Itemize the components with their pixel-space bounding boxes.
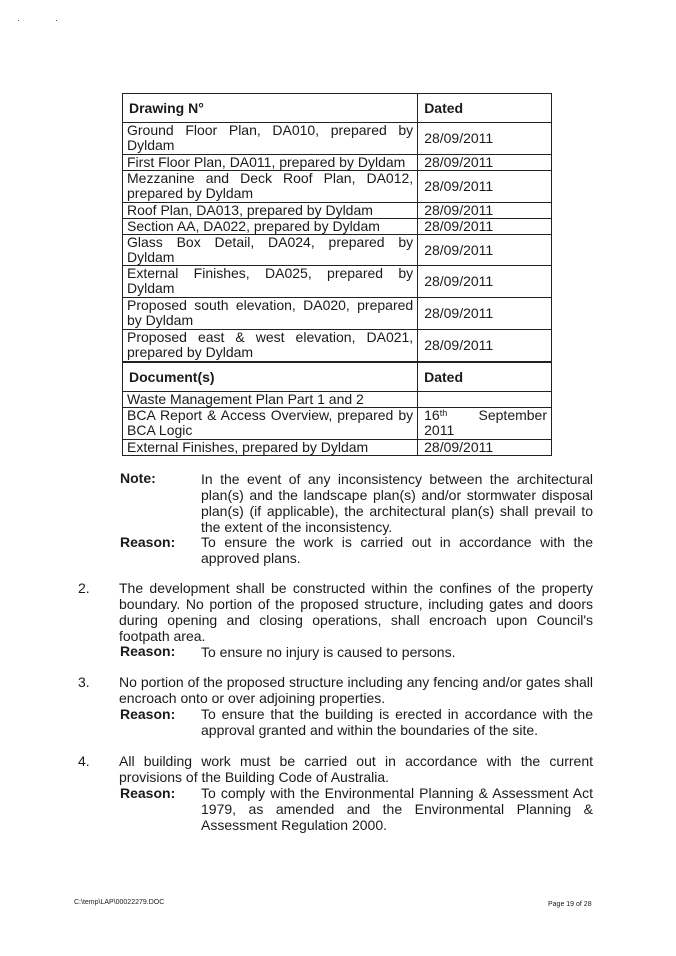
drawing-date: 28/09/2011	[418, 123, 552, 155]
drawing-desc: First Floor Plan, DA011, prepared by Dyldam	[123, 155, 418, 171]
reason-label: Reason:	[120, 785, 176, 801]
document-date	[418, 392, 552, 408]
drawing-date: 28/09/2011	[418, 330, 552, 362]
document-desc: Waste Management Plan Part 1 and 2	[123, 392, 418, 408]
header-dated: Dated	[418, 94, 552, 123]
scan-speck	[56, 20, 57, 21]
document-desc: BCA Report & Access Overview, prepared by BCA Logic	[123, 408, 418, 440]
condition-number: 4.	[78, 753, 90, 769]
reason-text: To ensure that the building is erected in accordance with the approval granted and within the boundaries of the site.	[201, 706, 593, 738]
reason-label: Reason:	[120, 534, 176, 550]
date-ordinal: th	[439, 408, 448, 418]
header-dated: Dated	[418, 363, 552, 392]
note-text: In the event of any inconsistency between the architectural plan(s) and the landscape plan(s) and/or stormwater disposal plan(s) (if applicable), the architectural plan(s) shall prevail to the extent of the inconsistency.	[201, 471, 593, 535]
condition-number: 3.	[78, 674, 90, 690]
drawing-desc: Proposed east & west elevation, DA021, prepared by Dyldam	[123, 330, 418, 362]
footer-page-number: Page 19 of 28	[548, 901, 592, 908]
date-line	[424, 408, 547, 423]
table-row	[123, 171, 552, 203]
footer-file-path: C:\temp\LAP\00022279.DOC	[74, 899, 165, 906]
drawing-desc: Proposed south elevation, DA020, prepared by Dyldam	[123, 298, 418, 330]
drawing-date: 28/09/2011	[418, 219, 552, 235]
drawing-date: 28/09/2011	[418, 298, 552, 330]
drawing-desc: Glass Box Detail, DA024, prepared by Dyldam	[123, 235, 418, 266]
drawing-desc: External Finishes, DA025, prepared by Dyldam	[123, 266, 418, 298]
scan-speck	[18, 20, 19, 21]
drawing-desc: Section AA, DA022, prepared by Dyldam	[123, 219, 418, 235]
table-row	[123, 392, 552, 408]
date-day-wrap	[424, 408, 447, 423]
reason-label: Reason:	[120, 706, 176, 722]
drawing-date: 28/09/2011	[418, 203, 552, 219]
header-drawing-no: Drawing N°	[123, 94, 418, 123]
document-desc: External Finishes, prepared by Dyldam	[123, 440, 418, 456]
documents-table	[122, 362, 552, 456]
drawing-date: 28/09/2011	[418, 155, 552, 171]
drawing-desc: Ground Floor Plan, DA010, prepared by Dyldam	[123, 123, 418, 155]
table-row	[123, 330, 552, 362]
note-label: Note:	[120, 470, 156, 486]
drawing-date: 28/09/2011	[418, 266, 552, 298]
document-date: 28/09/2011	[418, 440, 552, 456]
table-row	[123, 203, 552, 219]
table-row	[123, 155, 552, 171]
date-month: September	[478, 407, 547, 423]
table-row	[123, 408, 552, 440]
table-header-row	[123, 94, 552, 123]
reason-text: To comply with the Environmental Planning & Assessment Act 1979, as amended and the Environmental Planning & Assessment Regulation 2000.	[201, 785, 593, 833]
reason-text: To ensure the work is carried out in accordance with the approved plans.	[201, 534, 593, 566]
condition-text: The development shall be constructed within the confines of the property boundary. No portion of the proposed structure, including gates and doors during opening and closing operations, shall encroach upon Council's footpath area.	[119, 580, 593, 644]
table-row	[123, 235, 552, 266]
table-row	[123, 123, 552, 155]
reason-text: To ensure no injury is caused to persons.	[201, 644, 456, 660]
document-date	[418, 408, 552, 440]
date-day: 16	[424, 407, 440, 423]
header-documents: Document(s)	[123, 363, 418, 392]
reason-label: Reason:	[120, 643, 176, 659]
drawing-date: 28/09/2011	[418, 171, 552, 203]
condition-number: 2.	[78, 580, 90, 596]
table-row	[123, 266, 552, 298]
date-year: 2011	[424, 422, 455, 438]
drawings-table	[122, 93, 552, 362]
condition-text: No portion of the proposed structure including any fencing and/or gates shall encroach onto or over adjoining properties.	[119, 674, 593, 706]
drawing-desc: Roof Plan, DA013, prepared by Dyldam	[123, 203, 418, 219]
table-row	[123, 298, 552, 330]
drawing-date: 28/09/2011	[418, 235, 552, 266]
table-header-row	[123, 363, 552, 392]
condition-text: All building work must be carried out in accordance with the current provisions of the Building Code of Australia.	[119, 753, 593, 785]
table-row	[123, 219, 552, 235]
table-row	[123, 440, 552, 456]
drawing-desc: Mezzanine and Deck Roof Plan, DA012, prepared by Dyldam	[123, 171, 418, 203]
